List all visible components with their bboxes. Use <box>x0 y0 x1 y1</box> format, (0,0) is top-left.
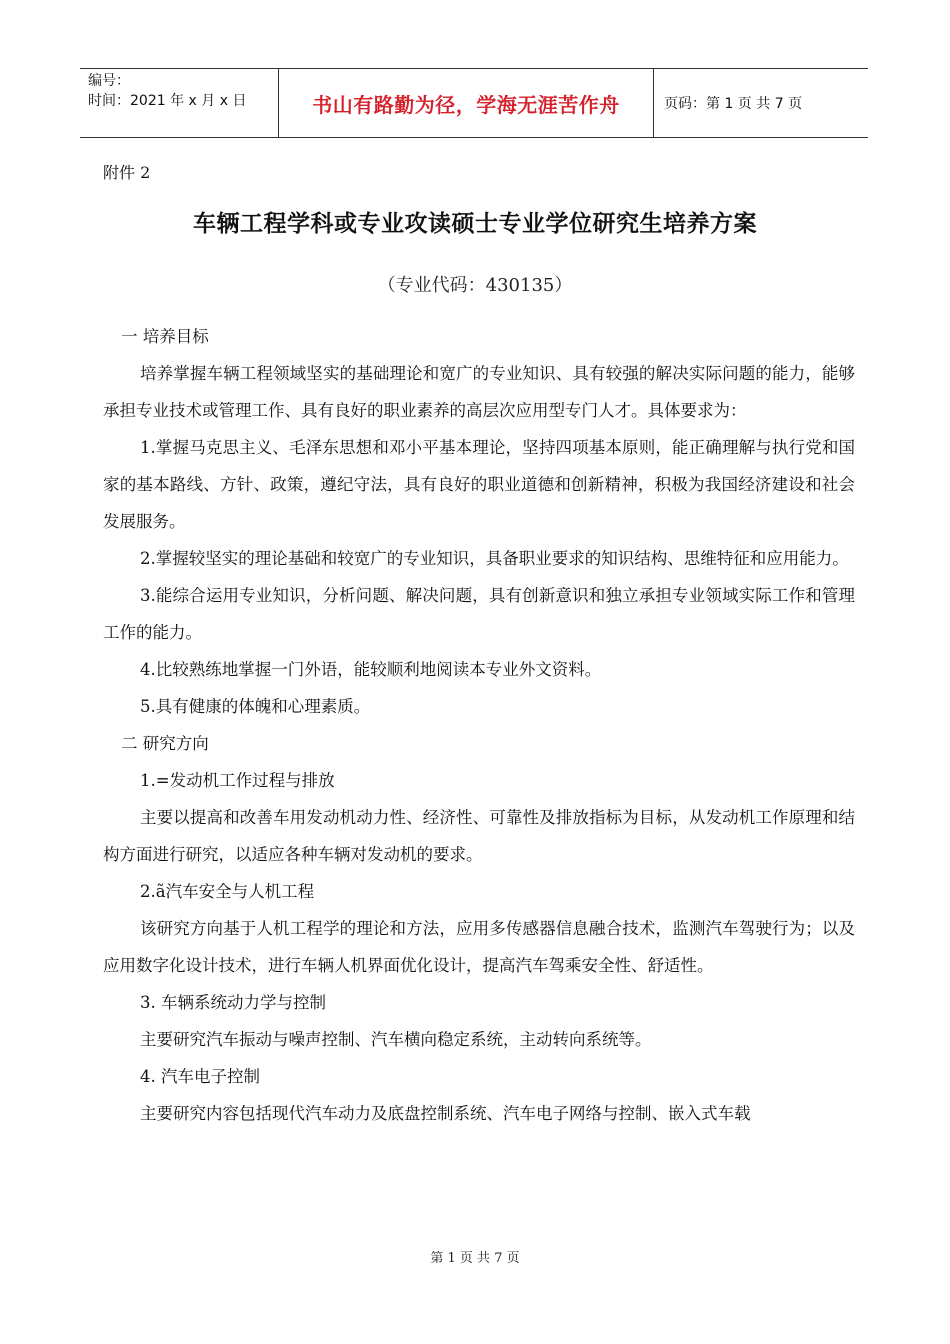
document-subtitle: （专业代码：430135） <box>377 275 573 296</box>
header-motto: 书山有路勤为径，学海无涯苦作舟 <box>279 69 654 137</box>
header-meta <box>80 69 279 137</box>
requirement-1: 1.掌握马克思主义、毛泽东思想和邓小平基本理论，坚持四项基本原则，能正确理解与执行党和国家的基本路线、方针、政策，遵纪守法，具有良好的职业道德和创新精神，积极为我国经济建设和社会发展服务。 <box>103 438 855 531</box>
requirement-5: 5.具有健康的体魄和心理素质。 <box>140 697 371 716</box>
direction-1-title: 1.=发动机工作过程与排放 <box>140 771 335 790</box>
section-heading-objectives: 一 培养目标 <box>121 327 209 346</box>
document-title: 车辆工程学科或专业攻读硕士专业学位研究生培养方案 <box>193 211 757 237</box>
attachment-label: 附件 2 <box>103 163 151 182</box>
direction-4-text: 主要研究内容包括现代汽车动力及底盘控制系统、汽车电子网络与控制、嵌入式车载 <box>140 1104 751 1123</box>
direction-2-text: 该研究方向基于人机工程学的理论和方法，应用多传感器信息融合技术，监测汽车驾驶行为；以及应用数字化设计技术，进行车辆人机界面优化设计，提高汽车驾乘安全性、舒适性。 <box>103 919 855 975</box>
section-heading-directions: 二 研究方向 <box>121 734 209 753</box>
header-page-number: 页码：第 1 页 共 7 页 <box>664 96 803 112</box>
header-time: 时间：2021 年 x 月 x 日 <box>88 93 247 109</box>
direction-3-title: 3. 车辆系统动力学与控制 <box>140 993 326 1012</box>
objectives-intro: 培养掌握车辆工程领域坚实的基础理论和宽广的专业知识、具有较强的解决实际问题的能力，能够承担专业技术或管理工作、具有良好的职业素养的高层次应用型专门人才。具体要求为： <box>103 364 855 420</box>
document-body <box>103 318 855 1132</box>
page-header <box>80 68 868 138</box>
direction-4-title: 4. 汽车电子控制 <box>140 1067 260 1086</box>
direction-1-text: 主要以提高和改善车用发动机动力性、经济性、可靠性及排放指标为目标，从发动机工作原理和结构方面进行研究，以适应各种车辆对发动机的要求。 <box>103 808 855 864</box>
direction-3-text: 主要研究汽车振动与噪声控制、汽车横向稳定系统，主动转向系统等。 <box>140 1030 652 1049</box>
header-number: 编号： <box>88 73 130 89</box>
requirement-2: 2.掌握较坚实的理论基础和较宽广的专业知识，具备职业要求的知识结构、思维特征和应用能力。 <box>140 549 849 568</box>
requirement-3: 3.能综合运用专业知识，分析问题、解决问题，具有创新意识和独立承担专业领域实际工作和管理工作的能力。 <box>103 586 855 642</box>
direction-2-title: 2.ã汽车安全与人机工程 <box>140 882 315 901</box>
requirement-4: 4.比较熟练地掌握一门外语，能较顺利地阅读本专业外文资料。 <box>140 660 602 679</box>
page-footer: 第 1 页 共 7 页 <box>430 1251 520 1266</box>
